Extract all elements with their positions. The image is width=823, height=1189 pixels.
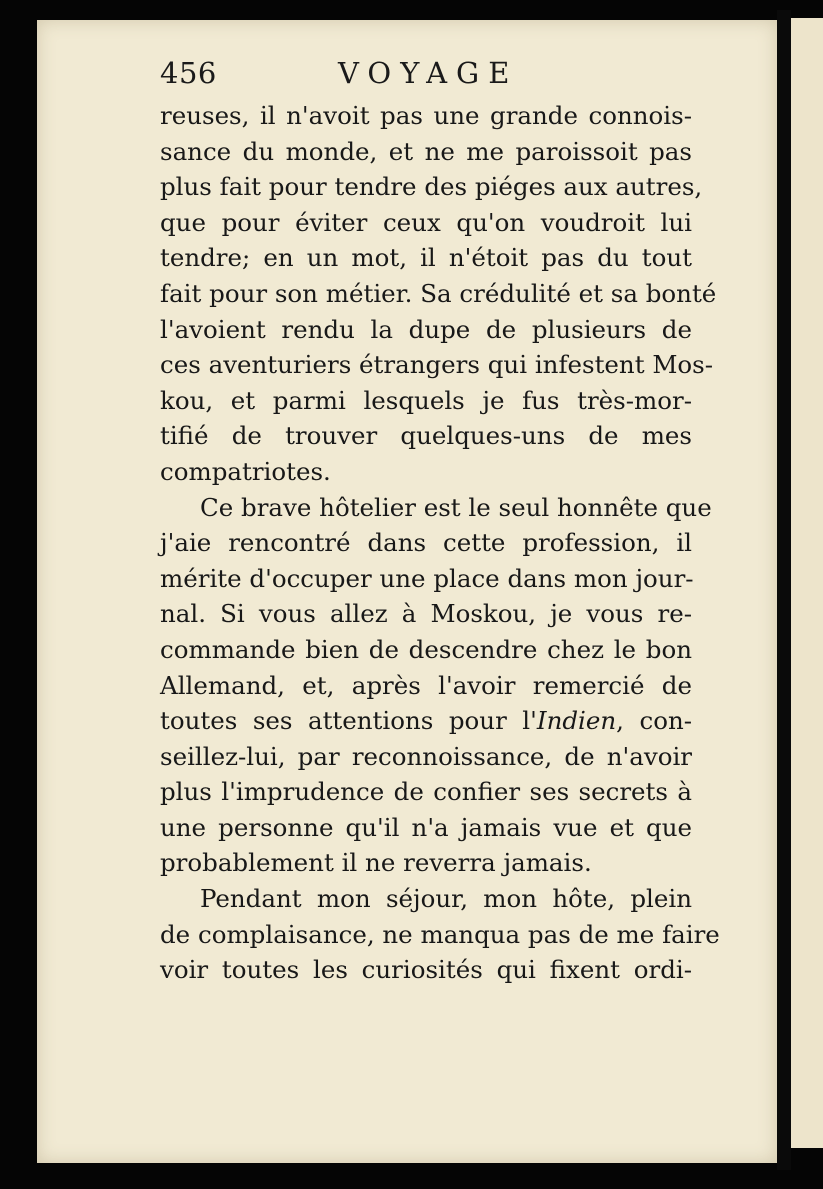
paragraph-end-line: probablement il ne reverra jamais.	[160, 848, 592, 878]
italic-word: Indien	[536, 706, 617, 736]
adjacent-page-edge	[791, 18, 823, 1148]
running-head: VOYAGE	[338, 56, 519, 90]
book-gutter	[777, 10, 791, 1170]
text-fragment: toutes ses attentions pour l'	[160, 706, 537, 736]
text-line-with-italic	[160, 703, 692, 739]
text-line: Allemand, et, après l'avoir remercié de	[160, 670, 692, 700]
text-line: commande bien de descendre chez le bon	[160, 634, 692, 664]
text-line: plus fait pour tendre des piéges aux autres,	[160, 172, 703, 202]
paragraph-start-line: Pendant mon séjour, mon hôte, plein	[200, 884, 692, 914]
text-line: mérite d'occuper une place dans mon jour-	[160, 563, 694, 593]
text-line: seillez-lui, par reconnoissance, de n'avoir	[160, 741, 692, 771]
body-text	[160, 98, 720, 988]
text-line: une personne qu'il n'a jamais vue et que	[160, 812, 692, 842]
page-header	[160, 56, 700, 96]
text-line: sance du monde, et ne me paroissoit pas	[160, 136, 692, 166]
text-line: ces aventuriers étrangers qui infestent Mos-	[160, 350, 714, 380]
text-line: tifié de trouver quelques-uns de mes	[160, 421, 692, 451]
text-line: plus l'imprudence de confier ses secrets à	[160, 777, 692, 807]
text-line: kou, et parmi lesquels je fus très-mor-	[160, 385, 692, 415]
paragraph-start-line: Ce brave hôtelier est le seul honnête que	[200, 492, 712, 522]
text-line: de complaisance, ne manqua pas de me faire	[160, 919, 720, 949]
text-fragment: , con-	[616, 706, 692, 736]
text-line: que pour éviter ceux qu'on voudroit lui	[160, 207, 692, 237]
paragraph-end-line: compatriotes.	[160, 456, 331, 486]
text-line: voir toutes les curiosités qui fixent ordi-	[160, 955, 692, 985]
text-line: reuses, il n'avoit pas une grande connois-	[160, 101, 692, 130]
text-line: tendre; en un mot, il n'étoit pas du tout	[160, 243, 692, 273]
text-line: fait pour son métier. Sa crédulité et sa bonté	[160, 278, 717, 308]
text-line: l'avoient rendu la dupe de plusieurs de	[160, 314, 692, 344]
text-line: nal. Si vous allez à Moskou, je vous re-	[160, 599, 692, 629]
page-number: 456	[160, 56, 217, 90]
text-line: j'aie rencontré dans cette profession, il	[160, 528, 692, 558]
